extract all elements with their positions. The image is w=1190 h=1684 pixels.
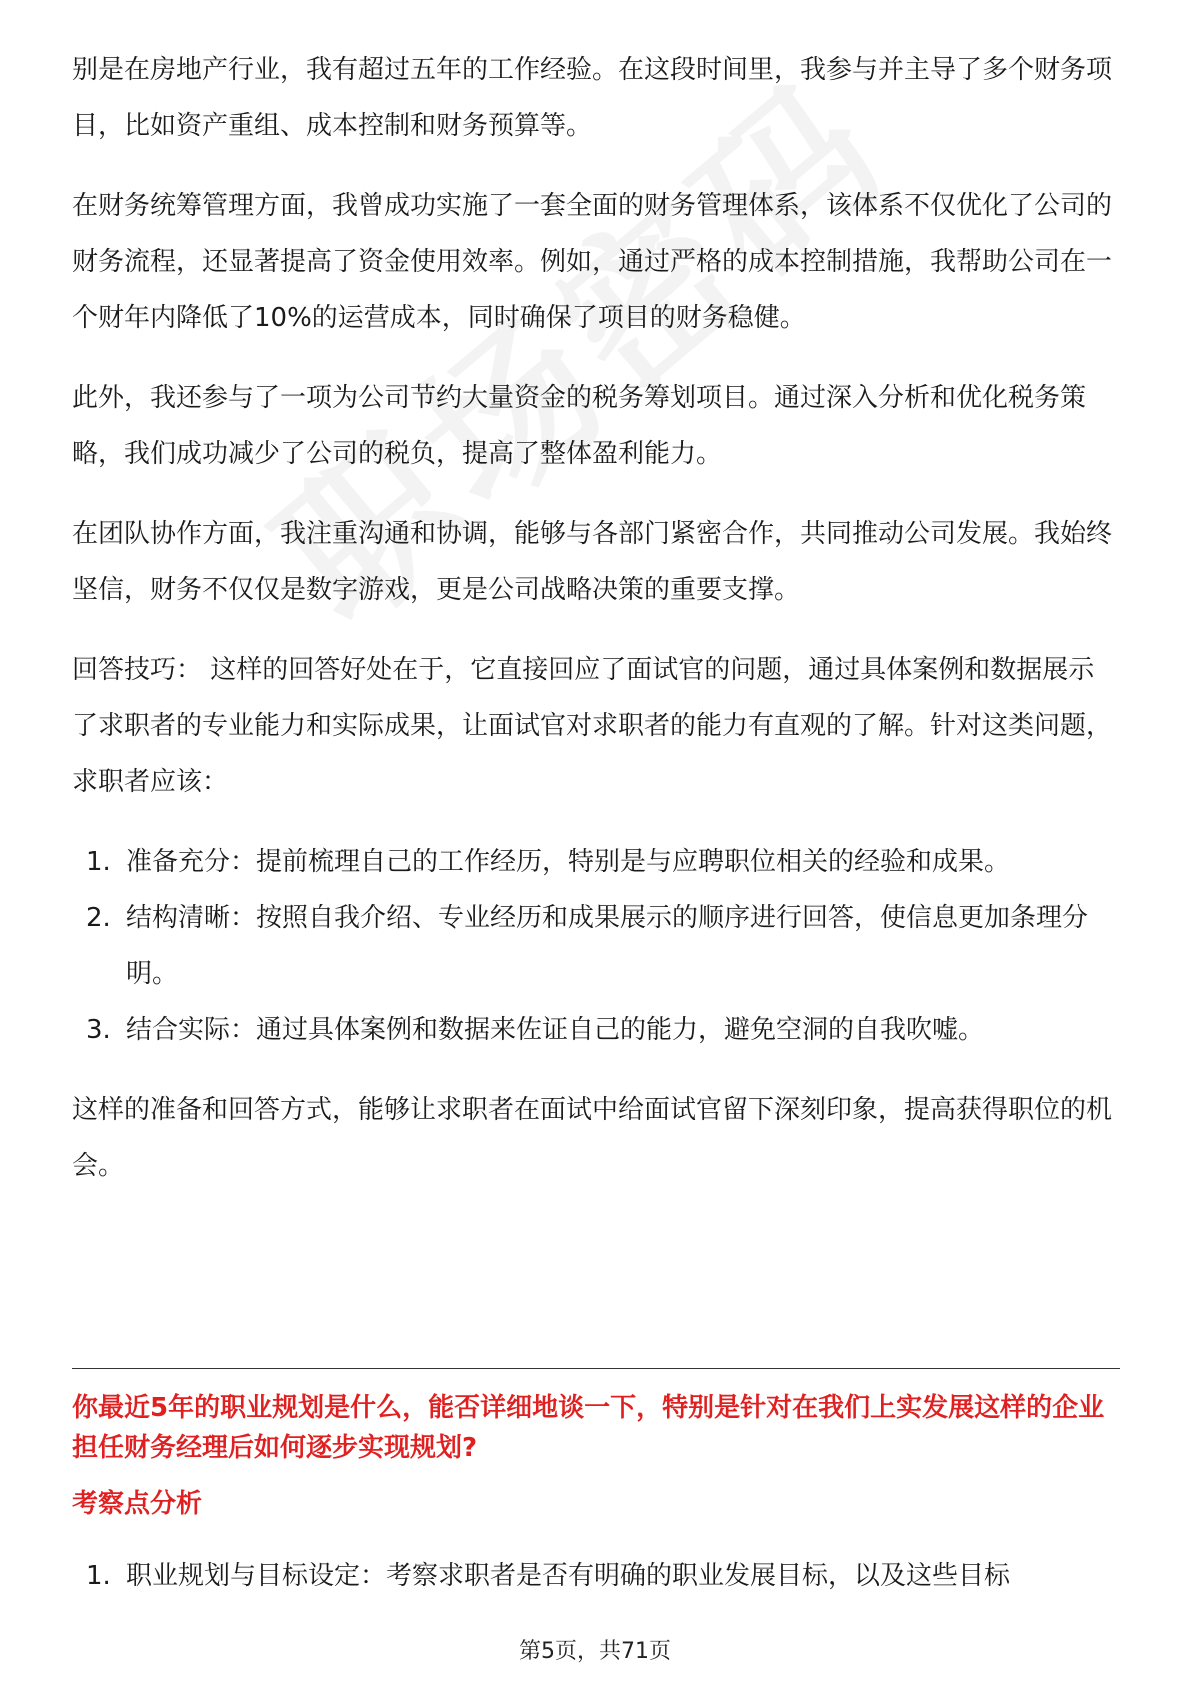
section-divider	[72, 1368, 1120, 1369]
list-item	[72, 890, 1120, 1002]
document-body	[72, 42, 1120, 1194]
list-item-text: 结合实际：通过具体案例和数据来佐证自己的能力，避免空洞的自我吹嘘。	[126, 1015, 985, 1045]
page-footer: 第5页，共71页	[519, 1639, 671, 1664]
interview-question: 你最近5年的职业规划是什么，能否详细地谈一下，特别是针对在我们上实发展这样的企业担任财务经理后如何逐步实现规划?	[72, 1393, 1105, 1463]
answer-tips-paragraph: 回答技巧： 这样的回答好处在于，它直接回应了面试官的问题，通过具体案例和数据展示了求职者的专业能力和实际成果，让面试官对求职者的能力有直观的了解。针对这类问题，求职者应该：	[72, 655, 1113, 797]
list-item-text: 准备充分：提前梳理自己的工作经历，特别是与应聘职位相关的经验和成果。	[126, 847, 1011, 877]
closing-paragraph: 这样的准备和回答方式，能够让求职者在面试中给面试官留下深刻印象，提高获得职位的机会。	[72, 1095, 1113, 1181]
list-item-text: 结构清晰：按照自我介绍、专业经历和成果展示的顺序进行回答，使信息更加条理分明。	[126, 903, 1089, 989]
list-item	[72, 1548, 1120, 1604]
list-number: 1.	[86, 847, 111, 877]
list-number: 1.	[86, 1561, 111, 1591]
tips-list	[72, 834, 1120, 1058]
analysis-heading: 考察点分析	[72, 1489, 203, 1519]
paragraph-4: 在团队协作方面，我注重沟通和协调，能够与各部门紧密合作，共同推动公司发展。我始终坚信，财务不仅仅是数字游戏，更是公司战略决策的重要支撑。	[72, 519, 1113, 605]
list-item	[72, 834, 1120, 890]
list-item-text: 职业规划与目标设定：考察求职者是否有明确的职业发展目标，以及这些目标	[126, 1561, 1011, 1591]
paragraph-2: 在财务统筹管理方面，我曾成功实施了一套全面的财务管理体系，该体系不仅优化了公司的财务流程，还显著提高了资金使用效率。例如，通过严格的成本控制措施，我帮助公司在一个财年内降低了10%的运营成本，同时确保了项目的财务稳健。	[72, 191, 1113, 333]
list-number: 3.	[86, 1015, 111, 1045]
list-number: 2.	[86, 903, 111, 933]
analysis-list	[72, 1548, 1120, 1604]
list-item	[72, 1002, 1120, 1058]
paragraph-1: 别是在房地产行业，我有超过五年的工作经验。在这段时间里，我参与并主导了多个财务项目，比如资产重组、成本控制和财务预算等。	[72, 55, 1113, 141]
paragraph-3: 此外，我还参与了一项为公司节约大量资金的税务筹划项目。通过深入分析和优化税务策略，我们成功减少了公司的税负，提高了整体盈利能力。	[72, 383, 1087, 469]
